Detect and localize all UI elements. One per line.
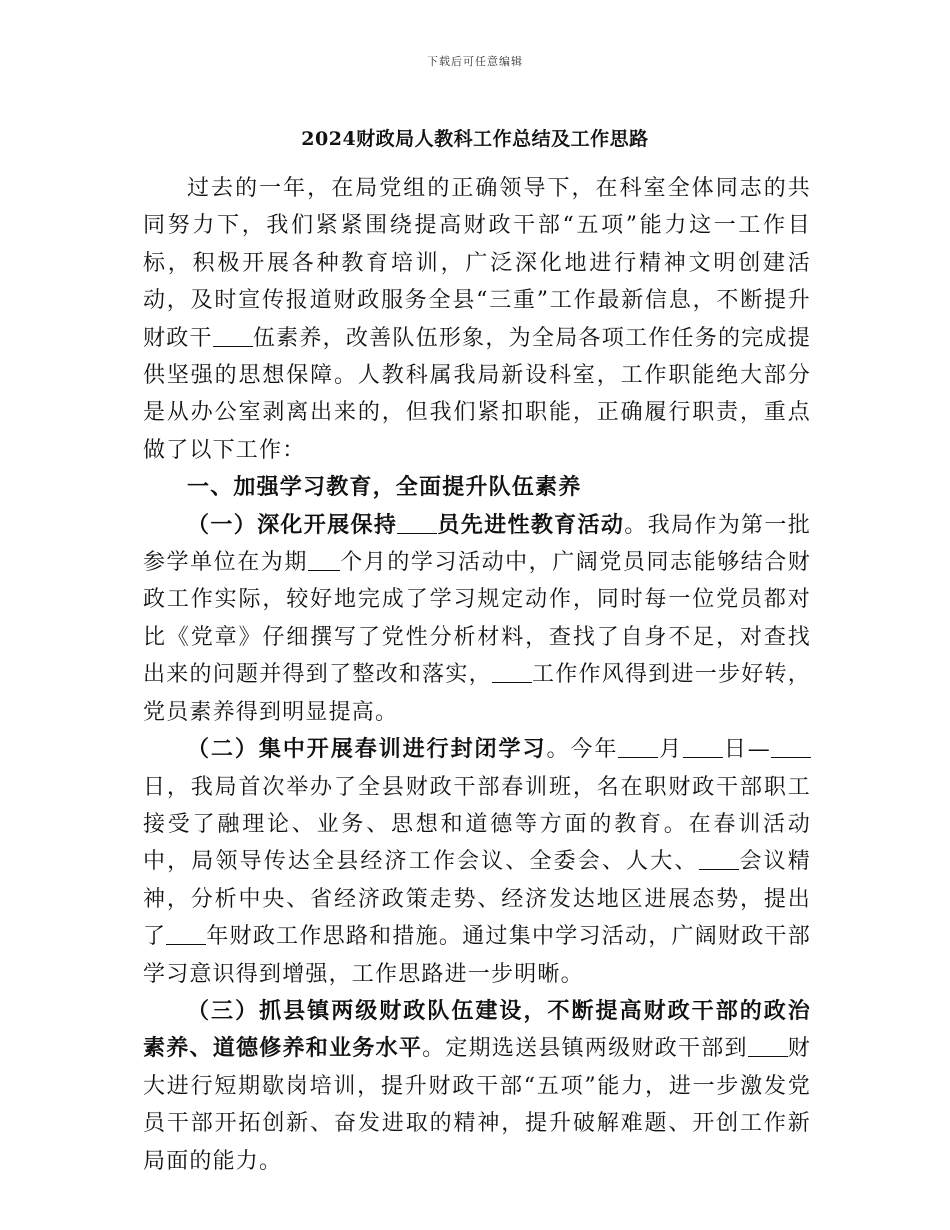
sub-heading-3: （三）抓县镇两级财政队伍建设，不断提高财政干部的政治素养、道德修养和业务水平 <box>143 997 811 1062</box>
document-body <box>143 170 811 1180</box>
sub3-text-b: 财大进行短期歇岗培训，提升财政干部“五项”能力，进一步激发党员干部开拓创新、奋发进取的精神，提升破解难题、开创工作新局面的能力。 <box>143 1036 811 1174</box>
sub1-text-b: 个月的学习活动中，广阔党员同志能够结合财政工作实际，较好地完成了学习规定动作，同时每一位党员都对比《党章》仔细撰写了党性分析材料，查找了自身不足，对查找出来的问题并得到了整改和落实， <box>143 550 811 688</box>
sub1-text-c: 工作作风得到进一步好转，党员素养得到明显提高。 <box>143 662 811 725</box>
fill-blank <box>618 735 658 758</box>
section-heading-1: 一、加强学习教育，全面提升队伍素养 <box>187 474 582 501</box>
fill-blank <box>748 1034 788 1057</box>
intro-text-1: 过去的一年，在局党组的正确领导下，在科室全体同志的共同努力下，我们紧紧围绕提高财政干部“五项”能力这一工作目标，积极开展各种教育培训，广泛深化地进行精神文明创建活动，及时宣传报道财政服务全县“三重”工作最新信息，不断提升财政干 <box>143 176 811 351</box>
sub-heading-1b: 员先进性教育活动 <box>437 511 625 538</box>
sub1-text-a: 。我局作为第一批参学单位在为期 <box>143 512 811 576</box>
fill-blank <box>699 847 739 870</box>
intro-text-2: 伍素养，改善队伍形象，为全局各项工作任务的完成提供坚强的思想保障。人教科属我局新设科室，工作职能绝大部分是从办公室剥离出来的，但我们紧扣职能，正确履行职责，重点做了以下工作： <box>143 325 811 463</box>
fill-blank <box>492 660 532 683</box>
fill-blank <box>771 735 811 758</box>
sub2-text-b: 月 <box>658 737 684 763</box>
header-note: 下载后可任意编辑 <box>427 55 523 68</box>
sub2-text-a: 。今年 <box>546 737 619 763</box>
sub-paragraph-3 <box>143 993 811 1180</box>
fill-blank <box>166 922 206 945</box>
sub2-text-d: 日，我局首次举办了全县财政干部春训班，名在职财政干部职工接受了融理论、业务、思想和道德等方面的教育。在春训活动中，局领导传达全县经济工作会议、全委会、人大、 <box>143 774 811 875</box>
sub-heading-2: （二）集中开展春训进行封闭学习 <box>187 736 547 763</box>
document-title: 2024财政局人教科工作总结及工作思路 <box>301 128 649 150</box>
intro-paragraph <box>143 170 811 469</box>
fill-blank <box>683 735 723 758</box>
sub-heading-1a: （一）深化开展保持 <box>187 511 398 538</box>
sub-paragraph-2 <box>143 731 811 993</box>
sub2-text-f: 年财政工作思路和措施。通过集中学习活动，广阔财政干部学习意识得到增强，工作思路进一步明晰。 <box>143 924 812 987</box>
sub3-text-a: 。定期选送县镇两级财政干部到 <box>422 1036 748 1062</box>
sub-paragraph-1 <box>143 507 811 731</box>
sub2-text-e: 会议精神，分析中央、省经济政策走势、经济发达地区进展态势，提出了 <box>143 849 811 950</box>
fill-blank <box>308 548 340 571</box>
fill-blank <box>397 511 437 534</box>
sub2-text-c: 日— <box>723 737 771 763</box>
fill-blank <box>213 324 253 347</box>
